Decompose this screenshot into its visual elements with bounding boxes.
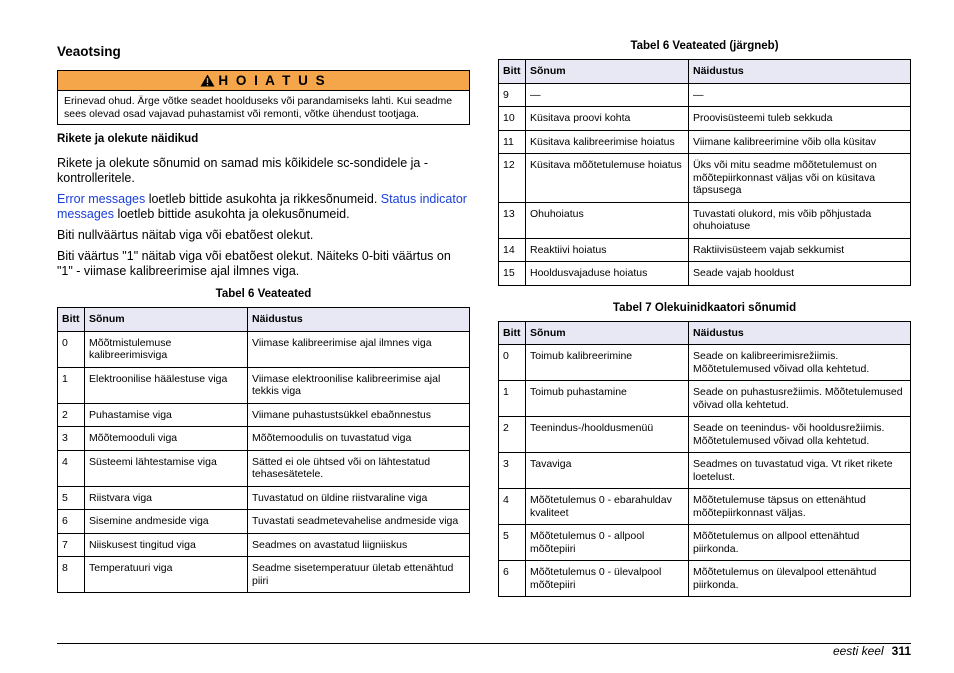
column-header: Näidustus bbox=[689, 60, 911, 84]
paragraph-1: Rikete ja olekute sõnumid on samad mis kõikidele sc-sondidele ja -kontrolleritele. bbox=[57, 156, 429, 185]
message-cell: Küsitava kalibreerimise hoiatus bbox=[526, 130, 689, 154]
bit-cell: 6 bbox=[58, 510, 85, 534]
message-cell: Toimub puhastamine bbox=[526, 381, 689, 417]
table-row bbox=[499, 262, 911, 286]
column-header: Sõnum bbox=[526, 60, 689, 84]
page-number: 311 bbox=[891, 644, 911, 658]
paragraph-3: Biti nullväärtus näitab viga või ebatõest olekut. bbox=[57, 228, 314, 242]
table-row bbox=[499, 107, 911, 131]
indication-cell: Üks või mitu seadme mõõtetulemust on mõõtepiirkonnast väljas või on küsitava täpsusega bbox=[689, 154, 911, 203]
table-row bbox=[499, 238, 911, 262]
bit-cell: 5 bbox=[58, 486, 85, 510]
message-cell: Niiskusest tingitud viga bbox=[85, 533, 248, 557]
table-row bbox=[499, 417, 911, 453]
indication-cell: Seadme sisetemperatuur ületab ettenähtud piiri bbox=[248, 557, 470, 593]
table-row bbox=[499, 381, 911, 417]
table-row bbox=[499, 489, 911, 525]
bit-cell: 0 bbox=[499, 345, 526, 381]
table-row bbox=[58, 367, 470, 403]
indication-cell: Sätted ei ole ühtsed või on lähtestatud tehasesätetele. bbox=[248, 450, 470, 486]
footer-rule bbox=[57, 643, 911, 644]
indication-cell: Mõõtemoodulis on tuvastatud viga bbox=[248, 427, 470, 451]
bit-cell: 1 bbox=[58, 367, 85, 403]
bit-cell: 2 bbox=[499, 417, 526, 453]
message-cell: Mõõtetulemus 0 - allpool mõõtepiiri bbox=[526, 525, 689, 561]
table-row bbox=[58, 427, 470, 451]
indication-cell: Mõõtetulemuse täpsus on ettenähtud mõõtepiirkonnast väljas. bbox=[689, 489, 911, 525]
table-row bbox=[499, 561, 911, 597]
indication-cell: Seade vajab hooldust bbox=[689, 262, 911, 286]
table-row bbox=[499, 525, 911, 561]
bit-cell: 0 bbox=[58, 331, 85, 367]
section-title: Veaotsing bbox=[57, 44, 121, 59]
table-row bbox=[499, 345, 911, 381]
message-cell: Riistvara viga bbox=[85, 486, 248, 510]
bit-cell: 13 bbox=[499, 202, 526, 238]
bit-cell: 1 bbox=[499, 381, 526, 417]
indication-cell: Raktiivisüsteem vajab sekkumist bbox=[689, 238, 911, 262]
bit-cell: 8 bbox=[58, 557, 85, 593]
indication-cell: Tuvastatud on üldine riistvaraline viga bbox=[248, 486, 470, 510]
bit-cell: 5 bbox=[499, 525, 526, 561]
message-cell: Süsteemi lähtestamise viga bbox=[85, 450, 248, 486]
bit-cell: 4 bbox=[58, 450, 85, 486]
message-cell: Sisemine andmeside viga bbox=[85, 510, 248, 534]
footer-language: eesti keel bbox=[832, 644, 884, 658]
subheading: Rikete ja olekute näidikud bbox=[57, 133, 199, 145]
warning-title: H O I A T U S bbox=[218, 73, 327, 88]
bit-cell: 7 bbox=[58, 533, 85, 557]
message-cell: Elektroonilise häälestuse viga bbox=[85, 367, 248, 403]
indication-cell: Tuvastati olukord, mis võib põhjustada ohuhoiatuse bbox=[689, 202, 911, 238]
table-row bbox=[58, 486, 470, 510]
warning-triangle-icon bbox=[200, 74, 215, 87]
column-header: Bitt bbox=[499, 321, 526, 345]
bit-cell: 14 bbox=[499, 238, 526, 262]
message-cell: Küsitava mõõtetulemuse hoiatus bbox=[526, 154, 689, 203]
bit-cell: 2 bbox=[58, 403, 85, 427]
table-row bbox=[58, 331, 470, 367]
message-cell: Toimub kalibreerimine bbox=[526, 345, 689, 381]
left-column bbox=[57, 40, 470, 593]
indication-cell: — bbox=[689, 83, 911, 107]
indication-cell: Viimase elektroonilise kalibreerimise ajal tekkis viga bbox=[248, 367, 470, 403]
table-6 bbox=[57, 307, 470, 593]
bit-cell: 9 bbox=[499, 83, 526, 107]
paragraph-4: Biti väärtus "1" näitab viga või ebatõest olekut. Näiteks 0-biti väärtus on "1" - viimase kalibreerimise ajal ilmnes viga. bbox=[57, 249, 451, 278]
indication-cell: Mõõtetulemus on ülevalpool ettenähtud piirkonda. bbox=[689, 561, 911, 597]
indication-cell: Seade on puhastusrežiimis. Mõõtetulemused võivad olla kehtetud. bbox=[689, 381, 911, 417]
bit-cell: 3 bbox=[499, 453, 526, 489]
message-cell: Tavaviga bbox=[526, 453, 689, 489]
indication-cell: Tuvastati seadmetevahelise andmeside viga bbox=[248, 510, 470, 534]
bit-cell: 10 bbox=[499, 107, 526, 131]
paragraph-2 bbox=[57, 192, 470, 222]
message-cell: Mõõtetulemus 0 - ülevalpool mõõtepiiri bbox=[526, 561, 689, 597]
message-cell: Mõõtetulemus 0 - ebarahuldav kvaliteet bbox=[526, 489, 689, 525]
bit-cell: 15 bbox=[499, 262, 526, 286]
footer bbox=[833, 644, 911, 658]
table-row bbox=[58, 450, 470, 486]
table-row bbox=[499, 202, 911, 238]
status-indicator-link[interactable]: Status indicator messages bbox=[57, 192, 467, 221]
table-6-continued-caption: Tabel 6 Veateated (järgneb) bbox=[630, 40, 779, 52]
indication-cell: Proovisüsteemi tuleb sekkuda bbox=[689, 107, 911, 131]
indication-cell: Seadmes on tuvastatud viga. Vt riket rikete loetelust. bbox=[689, 453, 911, 489]
bit-cell: 11 bbox=[499, 130, 526, 154]
column-header: Bitt bbox=[499, 60, 526, 84]
indication-cell: Seadmes on avastatud liigniiskus bbox=[248, 533, 470, 557]
table-row bbox=[499, 154, 911, 203]
column-header: Bitt bbox=[58, 308, 85, 332]
right-column bbox=[498, 40, 911, 597]
message-cell: Temperatuuri viga bbox=[85, 557, 248, 593]
message-cell: Puhastamise viga bbox=[85, 403, 248, 427]
message-cell: Mõõtemooduli viga bbox=[85, 427, 248, 451]
bit-cell: 3 bbox=[58, 427, 85, 451]
bit-cell: 6 bbox=[499, 561, 526, 597]
table-7-caption: Tabel 7 Olekuinidkaatori sõnumid bbox=[612, 301, 797, 314]
column-header: Näidustus bbox=[689, 321, 911, 345]
table-row bbox=[58, 533, 470, 557]
message-cell: Hooldusvajaduse hoiatus bbox=[526, 262, 689, 286]
bit-cell: 4 bbox=[499, 489, 526, 525]
table-6-continued bbox=[498, 59, 911, 286]
table-row bbox=[499, 83, 911, 107]
table-row bbox=[58, 510, 470, 534]
column-header: Sõnum bbox=[526, 321, 689, 345]
indication-cell: Viimase kalibreerimise ajal ilmnes viga bbox=[248, 331, 470, 367]
table-row bbox=[499, 453, 911, 489]
table-row bbox=[58, 403, 470, 427]
message-cell: Mõõtmistulemuse kalibreerimisviga bbox=[85, 331, 248, 367]
indication-cell: Seade on kalibreerimisrežiimis. Mõõtetulemused võivad olla kehtetud. bbox=[689, 345, 911, 381]
warning-box bbox=[57, 70, 470, 125]
warning-text: Erinevad ohud. Ärge võtke seadet hoolduseks või parandamiseks lahti. Kui seadme sees olevad osad vajavad puhastamist või remonti, võtke ühendust tootjaga. bbox=[64, 95, 453, 120]
message-cell: — bbox=[526, 83, 689, 107]
bit-cell: 12 bbox=[499, 154, 526, 203]
paragraph-2-text-2: loetleb bittide asukohta ja olekusõnumeid. bbox=[113, 207, 350, 221]
warning-header bbox=[58, 71, 469, 91]
error-messages-link[interactable]: Error messages bbox=[57, 192, 146, 206]
message-cell: Küsitava proovi kohta bbox=[526, 107, 689, 131]
table-6-caption: Tabel 6 Veateated bbox=[215, 288, 312, 300]
table-7 bbox=[498, 321, 911, 598]
column-header: Näidustus bbox=[248, 308, 470, 332]
table-row bbox=[58, 557, 470, 593]
table-row bbox=[499, 130, 911, 154]
indication-cell: Viimane puhastustsükkel ebaõnnestus bbox=[248, 403, 470, 427]
paragraph-2-text-1: loetleb bittide asukohta ja rikkesõnumeid. bbox=[145, 192, 381, 206]
indication-cell: Mõõtetulemus on allpool ettenähtud piirkonda. bbox=[689, 525, 911, 561]
indication-cell: Viimane kalibreerimine võib olla küsitav bbox=[689, 130, 911, 154]
column-header: Sõnum bbox=[85, 308, 248, 332]
message-cell: Reaktiivi hoiatus bbox=[526, 238, 689, 262]
indication-cell: Seade on teenindus- või hooldusrežiimis. Mõõtetulemused võivad olla kehtetud. bbox=[689, 417, 911, 453]
message-cell: Ohuhoiatus bbox=[526, 202, 689, 238]
message-cell: Teenindus-/hooldusmenüü bbox=[526, 417, 689, 453]
